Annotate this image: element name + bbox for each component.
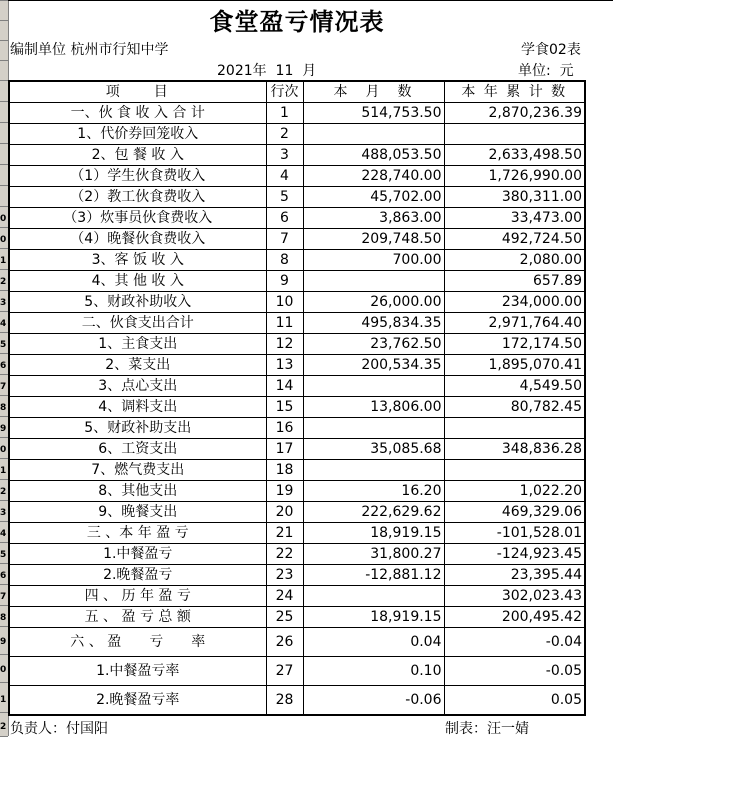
row-ytd-cell[interactable]: 469,329.06	[444, 502, 585, 523]
row-header-number[interactable]: 3	[0, 508, 7, 518]
col-header-month[interactable]: 本 月 数	[303, 81, 444, 103]
row-line-cell[interactable]: 10	[266, 292, 303, 313]
row-header-divider	[0, 395, 8, 396]
row-ytd-cell[interactable]: 657.89	[444, 271, 585, 292]
row-header-divider	[0, 353, 8, 354]
row-item-cell[interactable]: 5、财政补助支出	[9, 418, 266, 439]
row-month-cell[interactable]: 700.00	[303, 250, 444, 271]
row-header-divider	[0, 185, 8, 186]
row-header-divider	[0, 269, 8, 270]
row-header-number[interactable]: 6	[0, 361, 7, 371]
row-header-divider	[0, 20, 8, 21]
row-header-number[interactable]: 9	[0, 637, 7, 647]
row-header-number[interactable]: 0	[0, 235, 7, 245]
row-item-cell[interactable]: 6、工资支出	[9, 439, 266, 460]
row-ytd-cell[interactable]: 2,971,764.40	[444, 313, 585, 334]
row-item-cell[interactable]: 六 、 盈 亏 率	[9, 628, 266, 657]
table-row	[9, 292, 585, 313]
table-row	[9, 250, 585, 271]
row-header-divider	[0, 712, 8, 713]
row-item-cell[interactable]: 2、包 餐 收 入	[9, 145, 266, 166]
row-item-cell[interactable]: 9、晚餐支出	[9, 502, 266, 523]
row-item-cell[interactable]: 7、燃气费支出	[9, 460, 266, 481]
row-header-number[interactable]: 8	[0, 613, 7, 623]
row-item-cell[interactable]: 4、其 他 收 入	[9, 271, 266, 292]
row-header-number[interactable]: 2	[0, 487, 7, 497]
row-header-number[interactable]: 0	[0, 214, 7, 224]
row-month-cell[interactable]: 0.10	[303, 657, 444, 686]
row-header-divider	[0, 736, 8, 737]
report-period	[217, 60, 316, 80]
row-header-number[interactable]: 6	[0, 571, 7, 581]
row-header-divider	[0, 521, 8, 522]
row-header-number[interactable]: 7	[0, 382, 7, 392]
currency-value: 元	[559, 63, 574, 79]
row-ytd-cell[interactable]: -0.05	[444, 657, 585, 686]
row-header-divider	[0, 80, 8, 81]
row-month-cell[interactable]: 488,053.50	[303, 145, 444, 166]
table-row	[9, 103, 585, 124]
row-header-number[interactable]: 3	[0, 298, 7, 308]
row-month-cell[interactable]: 16.20	[303, 481, 444, 502]
row-item-cell[interactable]: 1、代价券回笼收入	[9, 124, 266, 145]
col-header-item[interactable]: 项 目	[9, 81, 266, 103]
row-item-cell[interactable]: 1.中餐盈亏率	[9, 657, 266, 686]
row-line-cell[interactable]: 25	[266, 607, 303, 628]
row-line-cell[interactable]: 6	[266, 208, 303, 229]
row-month-cell[interactable]: 3,863.00	[303, 208, 444, 229]
row-line-cell[interactable]: 26	[266, 628, 303, 657]
row-line-cell[interactable]: 22	[266, 544, 303, 565]
row-header-divider	[0, 626, 8, 627]
row-header-number[interactable]: 5	[0, 550, 7, 560]
col-header-ytd[interactable]: 本 年 累 计 数	[444, 81, 585, 103]
row-item-cell[interactable]: 四 、 历 年 盈 亏	[9, 586, 266, 607]
table-row	[9, 229, 585, 250]
row-header-divider	[0, 563, 8, 564]
row-line-cell[interactable]: 19	[266, 481, 303, 502]
row-header-divider	[0, 0, 8, 1]
row-header-divider	[0, 584, 8, 585]
row-ytd-cell[interactable]: 2,633,498.50	[444, 145, 585, 166]
table-row	[9, 376, 585, 397]
row-header-number[interactable]: 2	[0, 277, 7, 287]
top-border	[8, 0, 613, 1]
row-header-divider	[0, 605, 8, 606]
row-month-cell[interactable]: 0.04	[303, 628, 444, 657]
row-item-cell[interactable]: 三 、本 年 盈 亏	[9, 523, 266, 544]
row-header-divider	[0, 332, 8, 333]
row-month-cell[interactable]: 18,919.15	[303, 607, 444, 628]
row-header-divider	[0, 227, 8, 228]
row-line-cell[interactable]: 23	[266, 565, 303, 586]
row-header-number[interactable]: 0	[0, 665, 7, 675]
preparer-name: 汪一婧	[487, 721, 529, 737]
row-ytd-cell[interactable]: 2,870,236.39	[444, 103, 585, 124]
report-title: 食堂盈亏情况表	[209, 7, 385, 36]
row-header-divider	[0, 290, 8, 291]
row-header-number[interactable]: 1	[0, 466, 7, 476]
row-month-cell[interactable]: 228,740.00	[303, 166, 444, 187]
row-ytd-cell[interactable]: -0.04	[444, 628, 585, 657]
row-header-number[interactable]: 7	[0, 592, 7, 602]
row-month-cell[interactable]	[303, 271, 444, 292]
row-ytd-cell[interactable]: 200,495.42	[444, 607, 585, 628]
row-header-divider	[0, 682, 8, 683]
row-line-cell[interactable]: 8	[266, 250, 303, 271]
table-row	[9, 523, 585, 544]
row-month-cell[interactable]: 514,753.50	[303, 103, 444, 124]
row-line-cell[interactable]: 27	[266, 657, 303, 686]
row-header-divider	[0, 311, 8, 312]
row-ytd-cell[interactable]	[444, 124, 585, 145]
row-month-cell[interactable]: 45,702.00	[303, 187, 444, 208]
row-header-divider	[0, 248, 8, 249]
footer-preparer	[445, 718, 529, 738]
table-row	[9, 397, 585, 418]
row-item-cell[interactable]: 2.晚餐盈亏	[9, 565, 266, 586]
unit-label	[10, 39, 168, 59]
row-item-cell[interactable]: 3、客 饭 收 入	[9, 250, 266, 271]
table-row	[9, 187, 585, 208]
period-year: 2021年	[217, 63, 267, 79]
row-header-number[interactable]: 1	[0, 695, 7, 705]
table-row	[9, 334, 585, 355]
row-item-cell[interactable]: 二、伙食支出合计	[9, 313, 266, 334]
row-month-cell[interactable]: 222,629.62	[303, 502, 444, 523]
row-item-cell[interactable]: 2.晚餐盈亏率	[9, 686, 266, 716]
row-line-cell[interactable]: 11	[266, 313, 303, 334]
table-row	[9, 686, 585, 716]
row-ytd-cell[interactable]	[444, 460, 585, 481]
unit-label-text: 编制单位	[10, 42, 66, 58]
row-month-cell[interactable]: -12,881.12	[303, 565, 444, 586]
row-line-cell[interactable]: 21	[266, 523, 303, 544]
row-header-divider	[0, 374, 8, 375]
row-line-cell[interactable]: 12	[266, 334, 303, 355]
table-row	[9, 628, 585, 657]
preparer-label: 制表：	[445, 721, 487, 737]
row-item-cell[interactable]: 3、点心支出	[9, 376, 266, 397]
table-row	[9, 544, 585, 565]
row-ytd-cell[interactable]: 172,174.50	[444, 334, 585, 355]
row-month-cell[interactable]	[303, 586, 444, 607]
row-month-cell[interactable]: 18,919.15	[303, 523, 444, 544]
row-month-cell[interactable]: 495,834.35	[303, 313, 444, 334]
row-ytd-cell[interactable]: 348,836.28	[444, 439, 585, 460]
row-line-cell[interactable]: 14	[266, 376, 303, 397]
row-line-cell[interactable]: 1	[266, 103, 303, 124]
row-ytd-cell[interactable]: 0.05	[444, 686, 585, 716]
row-ytd-cell[interactable]: -124,923.45	[444, 544, 585, 565]
row-header-number[interactable]: 4	[0, 319, 7, 329]
row-header-divider	[0, 60, 8, 61]
row-header-divider	[0, 500, 8, 501]
row-header-number[interactable]: 2	[0, 722, 7, 732]
table-row	[9, 502, 585, 523]
row-line-cell[interactable]: 7	[266, 229, 303, 250]
row-ytd-cell[interactable]: 80,782.45	[444, 397, 585, 418]
row-line-cell[interactable]: 16	[266, 418, 303, 439]
row-ytd-cell[interactable]: 234,000.00	[444, 292, 585, 313]
row-month-cell[interactable]: 13,806.00	[303, 397, 444, 418]
table-row	[9, 657, 585, 686]
table-row	[9, 418, 585, 439]
row-item-cell[interactable]: 4、调料支出	[9, 397, 266, 418]
row-header-number[interactable]: 9	[0, 424, 7, 434]
table-row	[9, 586, 585, 607]
row-line-cell[interactable]: 28	[266, 686, 303, 716]
table-row	[9, 166, 585, 187]
profit-loss-table	[8, 80, 586, 716]
row-header-divider	[0, 416, 8, 417]
form-code: 学食02表	[521, 42, 581, 58]
row-header-divider	[0, 164, 8, 165]
row-header-number[interactable]: 8	[0, 403, 7, 413]
row-ytd-cell[interactable]: -101,528.01	[444, 523, 585, 544]
row-header-divider	[0, 654, 8, 655]
row-line-cell[interactable]: 3	[266, 145, 303, 166]
row-item-cell[interactable]: （2）教工伙食费收入	[9, 187, 266, 208]
period-month-suffix: 月	[302, 63, 317, 79]
row-line-cell[interactable]: 18	[266, 460, 303, 481]
table-row	[9, 145, 585, 166]
row-item-cell[interactable]: 8、其他支出	[9, 481, 266, 502]
table-row	[9, 313, 585, 334]
row-month-cell[interactable]: -0.06	[303, 686, 444, 716]
row-header-number[interactable]: 5	[0, 340, 7, 350]
row-header-divider	[0, 40, 8, 41]
row-item-cell[interactable]: 2、菜支出	[9, 355, 266, 376]
row-ytd-cell[interactable]: 302,023.43	[444, 586, 585, 607]
responsible-label: 负责人：	[10, 721, 66, 737]
row-month-cell[interactable]: 200,534.35	[303, 355, 444, 376]
table-row	[9, 607, 585, 628]
row-ytd-cell[interactable]: 1,726,990.00	[444, 166, 585, 187]
currency-label: 单位:	[518, 63, 551, 79]
row-line-cell[interactable]: 17	[266, 439, 303, 460]
currency-unit	[518, 60, 574, 80]
row-line-cell[interactable]: 4	[266, 166, 303, 187]
table-row	[9, 124, 585, 145]
row-ytd-cell[interactable]: 23,395.44	[444, 565, 585, 586]
table-row	[9, 355, 585, 376]
row-month-cell[interactable]: 31,800.27	[303, 544, 444, 565]
row-month-cell[interactable]	[303, 460, 444, 481]
row-month-cell[interactable]	[303, 124, 444, 145]
row-month-cell[interactable]: 26,000.00	[303, 292, 444, 313]
row-header-number[interactable]: 1	[0, 256, 7, 266]
row-line-cell[interactable]: 2	[266, 124, 303, 145]
row-header-divider	[0, 542, 8, 543]
table-row	[9, 439, 585, 460]
footer-responsible	[10, 718, 108, 738]
period-month: 11	[275, 63, 294, 79]
row-header-divider	[0, 122, 8, 123]
row-ytd-cell[interactable]	[444, 418, 585, 439]
row-header-divider	[0, 143, 8, 144]
row-header-number[interactable]: 0	[0, 445, 7, 455]
unit-value: 杭州市行知中学	[70, 42, 169, 58]
col-header-line[interactable]: 行次	[266, 81, 303, 103]
row-ytd-cell[interactable]: 380,311.00	[444, 187, 585, 208]
row-ytd-cell[interactable]: 1,895,070.41	[444, 355, 585, 376]
row-item-cell[interactable]: 5、财政补助收入	[9, 292, 266, 313]
row-line-cell[interactable]: 15	[266, 397, 303, 418]
row-item-cell[interactable]: （3）炊事员伙食费收入	[9, 208, 266, 229]
row-month-cell[interactable]	[303, 418, 444, 439]
row-month-cell[interactable]: 23,762.50	[303, 334, 444, 355]
row-header-divider	[0, 479, 8, 480]
row-line-cell[interactable]: 13	[266, 355, 303, 376]
row-item-cell[interactable]: （4）晚餐伙食费收入	[9, 229, 266, 250]
row-header-number[interactable]: 4	[0, 529, 7, 539]
row-header-divider	[0, 458, 8, 459]
row-month-cell[interactable]: 209,748.50	[303, 229, 444, 250]
table-header-row	[9, 81, 585, 103]
row-header-divider	[0, 101, 8, 102]
row-item-cell[interactable]: 一、伙 食 收 入 合 计	[9, 103, 266, 124]
row-header-divider	[0, 206, 8, 207]
row-ytd-cell[interactable]: 33,473.00	[444, 208, 585, 229]
row-line-cell[interactable]: 24	[266, 586, 303, 607]
table-row	[9, 565, 585, 586]
table-row	[9, 481, 585, 502]
row-month-cell[interactable]: 35,085.68	[303, 439, 444, 460]
table-row	[9, 460, 585, 481]
row-ytd-cell[interactable]: 4,549.50	[444, 376, 585, 397]
row-month-cell[interactable]	[303, 376, 444, 397]
row-item-cell[interactable]: （1）学生伙食费收入	[9, 166, 266, 187]
row-line-cell[interactable]: 20	[266, 502, 303, 523]
row-line-cell[interactable]: 9	[266, 271, 303, 292]
table-row	[9, 208, 585, 229]
responsible-name: 付国阳	[66, 721, 108, 737]
table-row	[9, 271, 585, 292]
row-line-cell[interactable]: 5	[266, 187, 303, 208]
row-ytd-cell[interactable]: 2,080.00	[444, 250, 585, 271]
row-ytd-cell[interactable]: 492,724.50	[444, 229, 585, 250]
row-item-cell[interactable]: 五 、 盈 亏 总 额	[9, 607, 266, 628]
row-item-cell[interactable]: 1.中餐盈亏	[9, 544, 266, 565]
row-ytd-cell[interactable]: 1,022.20	[444, 481, 585, 502]
row-header-divider	[0, 437, 8, 438]
row-item-cell[interactable]: 1、主食支出	[9, 334, 266, 355]
